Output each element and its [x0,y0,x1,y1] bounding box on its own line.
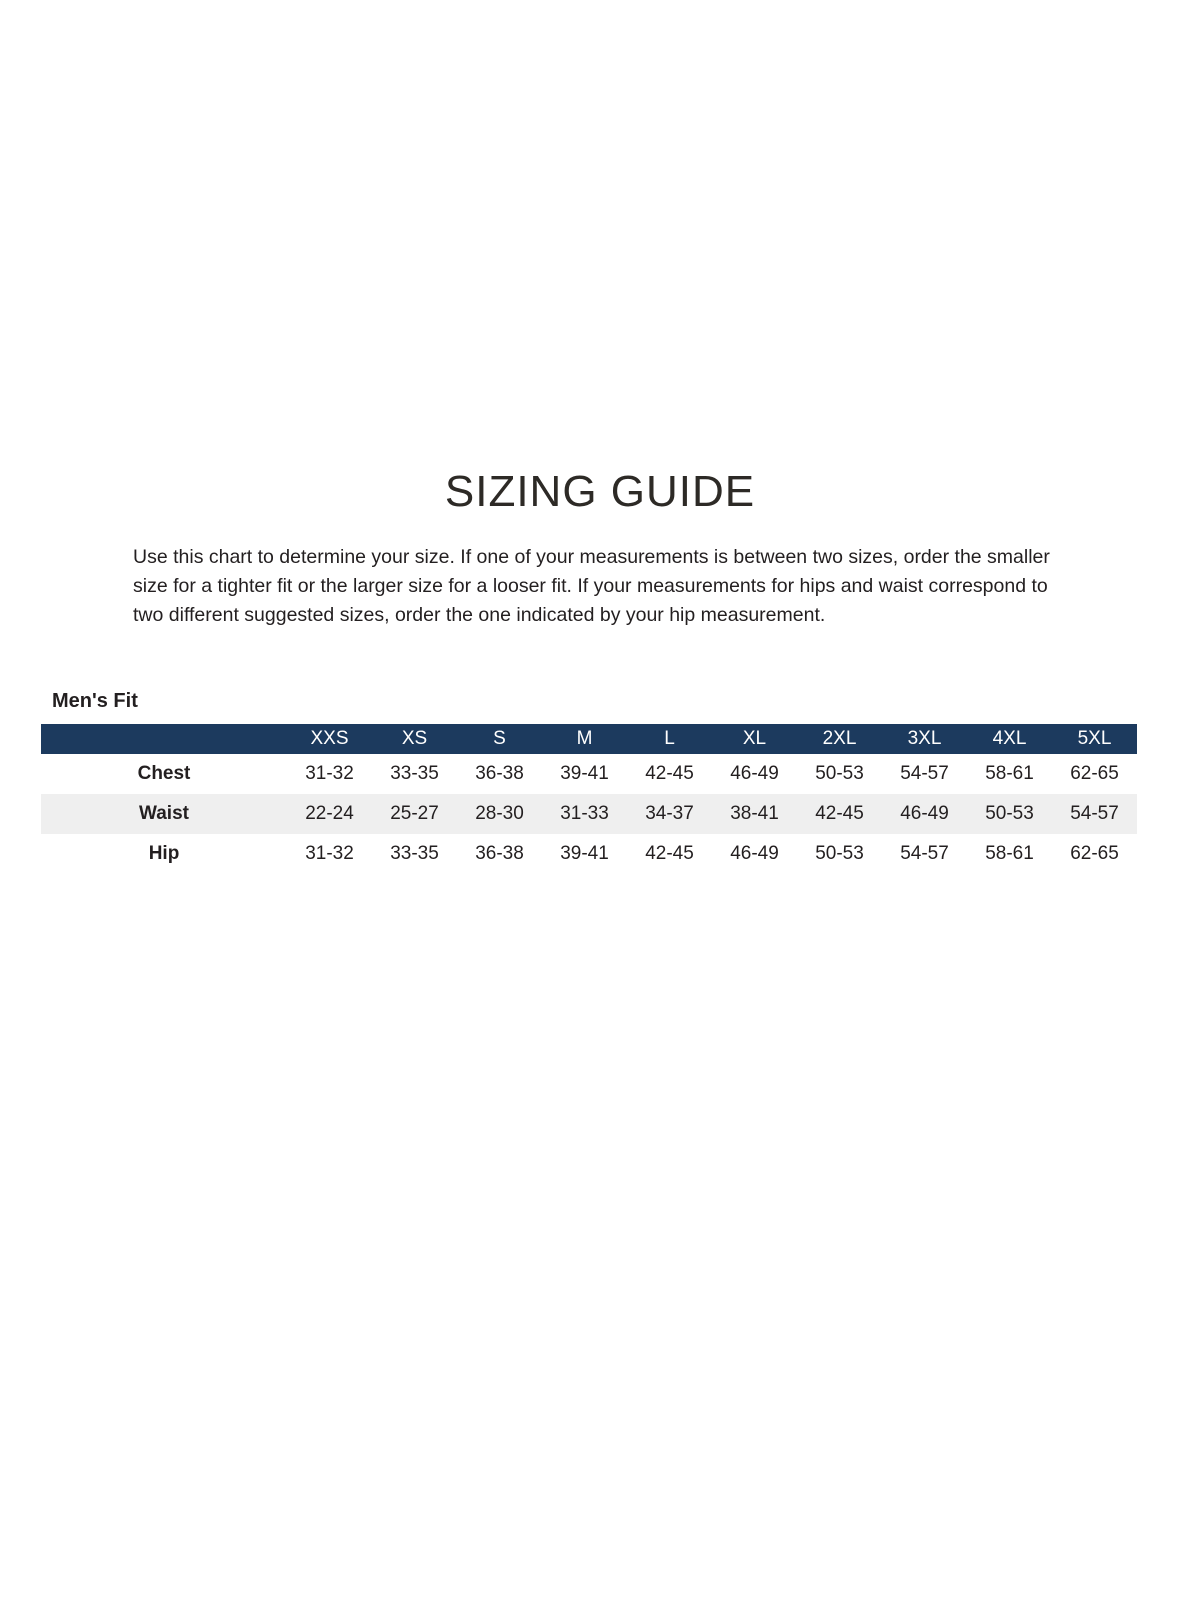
size-value-cell: 50-53 [985,803,1034,824]
page-title: SIZING GUIDE [444,467,756,516]
size-table-corner-cell [41,724,287,754]
size-value-cell: 54-57 [900,763,949,784]
size-value-cell: 50-53 [815,763,864,784]
size-value-cell: 31-32 [305,843,354,864]
size-column-header: XXS [287,724,372,754]
size-value-cell: 28-30 [475,803,524,824]
size-table-row [41,794,1137,834]
size-value-cell: 46-49 [730,843,779,864]
size-column-header: 2XL [797,724,882,754]
size-value-cell: 62-65 [1070,843,1119,864]
size-value-cell: 34-37 [645,803,694,824]
size-column-header: M [542,724,627,754]
size-column-header: 5XL [1052,724,1137,754]
size-value-cell: 39-41 [560,763,609,784]
size-value-cell: 42-45 [815,803,864,824]
measurement-label: Hip [148,843,180,864]
size-column-header: XL [712,724,797,754]
size-value-cell: 33-35 [390,763,439,784]
size-column-header: L [627,724,712,754]
size-value-cell: 54-57 [900,843,949,864]
size-table [41,724,1137,874]
size-table-row [41,834,1137,874]
size-column-header: 4XL [967,724,1052,754]
size-value-cell: 54-57 [1070,803,1119,824]
size-value-cell: 33-35 [390,843,439,864]
size-value-cell: 42-45 [645,843,694,864]
size-value-cell: 36-38 [475,763,524,784]
size-value-cell: 46-49 [900,803,949,824]
size-value-cell: 50-53 [815,843,864,864]
size-value-cell: 25-27 [390,803,439,824]
size-table-body [41,754,1137,874]
size-value-cell: 58-61 [985,763,1034,784]
size-column-header: 3XL [882,724,967,754]
size-value-cell: 62-65 [1070,763,1119,784]
size-table-row [41,754,1137,794]
size-value-cell: 38-41 [730,803,779,824]
size-value-cell: 39-41 [560,843,609,864]
size-value-cell: 31-32 [305,763,354,784]
size-value-cell: 22-24 [305,803,354,824]
size-value-cell: 58-61 [985,843,1034,864]
size-column-header: S [457,724,542,754]
size-value-cell: 42-45 [645,763,694,784]
size-column-header: XS [372,724,457,754]
size-value-cell: 31-33 [560,803,609,824]
measurement-label: Chest [137,763,191,784]
section-title-mens-fit: Men's Fit [52,690,138,712]
measurement-label: Waist [139,803,189,824]
size-value-cell: 46-49 [730,763,779,784]
intro-paragraph: Use this chart to determine your size. If one of your measurements is between two sizes, order the smaller size for a tighter fit or the larger size for a looser fit. If your measurements for hips and waist correspond to two different suggested sizes, order the one indicated by your hip measurement. [133,546,1050,626]
size-value-cell: 36-38 [475,843,524,864]
size-table-header-row [41,724,1137,754]
